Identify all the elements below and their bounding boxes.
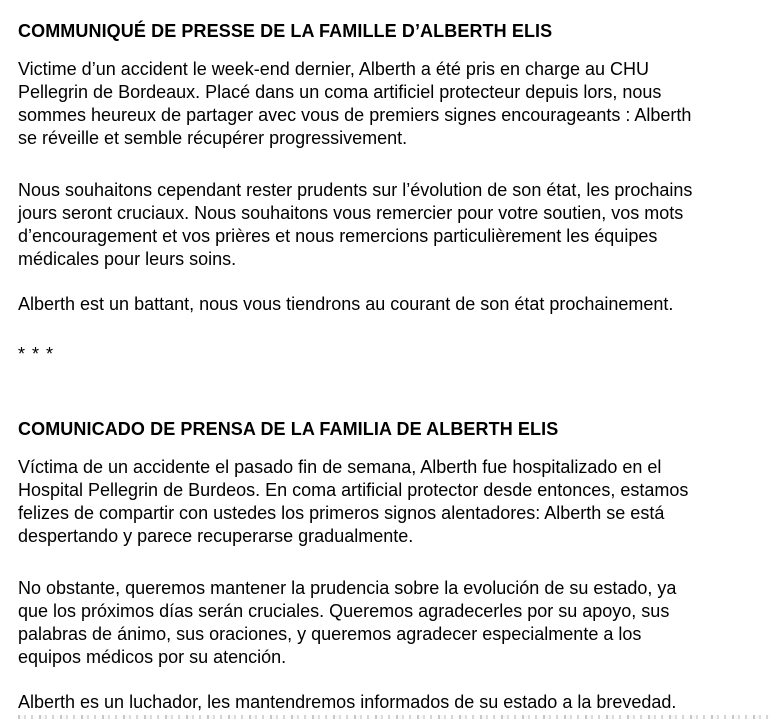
french-paragraph-1: Victime d’un accident le week-end dernier, Alberth a été pris en charge au CHU Pellegrin de Bordeaux. Placé dans un coma artificiel protecteur depuis lors, nous sommes heureux de partager avec vous de premiers signes encourageants : Alberth se réveille et semble récupérer progressivement. bbox=[18, 59, 692, 148]
section-separator-asterisks: * * * bbox=[18, 344, 55, 364]
spanish-paragraph-3: Alberth es un luchador, les mantendremos informados de su estado a la brevedad. bbox=[18, 692, 677, 712]
spanish-paragraph-1: Víctima de un accidente el pasado fin de semana, Alberth fue hospitalizado en el Hospital Pellegrin de Burdeos. En coma artificial protector desde entonces, estamos felizes de compartir con ustedes los primeros signos alentadores: Alberth se está despertando y parece recuperarse gradualmente. bbox=[18, 457, 689, 546]
spanish-heading: COMUNICADO DE PRENSA DE LA FAMILIA DE ALBERTH ELIS bbox=[18, 419, 559, 439]
clipped-text-line bbox=[18, 715, 770, 719]
spanish-paragraph-2: No obstante, queremos mantener la prudencia sobre la evolución de su estado, ya que los próximos días serán cruciales. Queremos agradecerles por su apoyo, sus palabras de ánimo, sus oraciones, y queremos agradecer especialmente a los equipos médicos por su atención. bbox=[18, 578, 677, 667]
french-heading: COMMUNIQUÉ DE PRESSE DE LA FAMILLE D’ALBERTH ELIS bbox=[18, 21, 553, 41]
french-paragraph-3: Alberth est un battant, nous vous tiendrons au courant de son état prochainement. bbox=[18, 294, 674, 314]
french-paragraph-2: Nous souhaitons cependant rester prudents sur l’évolution de son état, les prochains jours seront cruciaux. Nous souhaitons vous remercier pour votre soutien, vos mots d’encouragement et vos prières et nous remercions particulièrement les équipes médicales pour leurs soins. bbox=[18, 180, 693, 269]
